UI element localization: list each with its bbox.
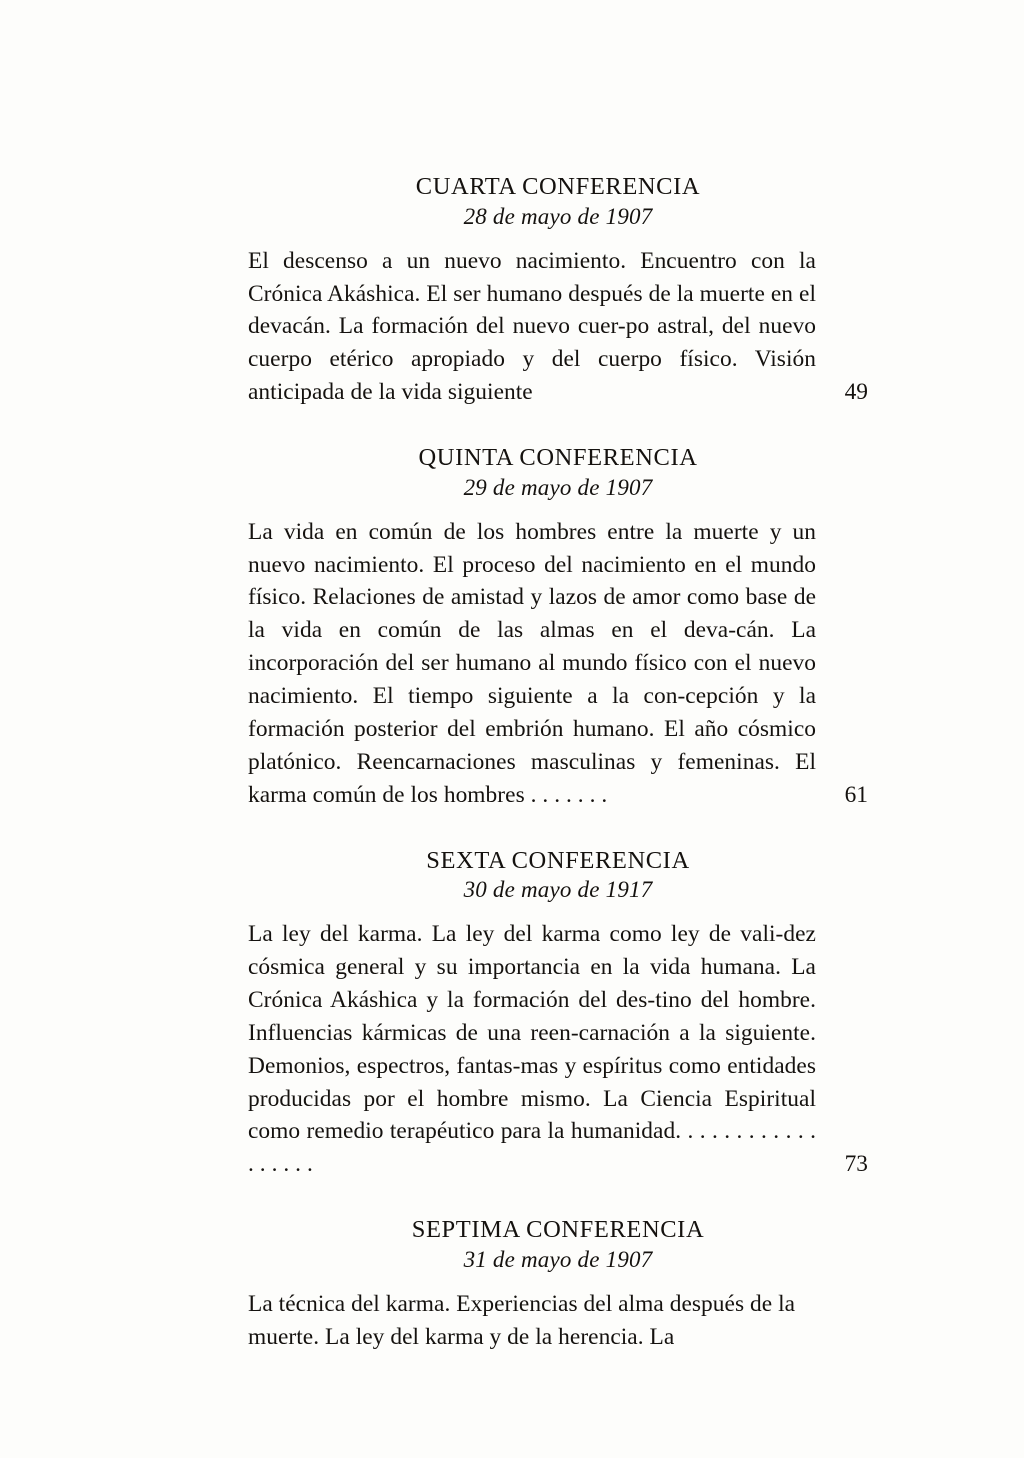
toc-entry-header bbox=[248, 846, 868, 906]
toc-entry-title: QUINTA CONFERENCIA bbox=[418, 444, 698, 471]
toc-entry-page-number: 49 bbox=[844, 379, 868, 406]
toc-entry bbox=[248, 443, 868, 812]
toc-entry-description: La ley del karma. La ley del karma como ley de vali-dez cósmica general y su importancia en la vida humana. La Crónica Akáshica y la formación del des-tino del hombre. Influencias kármicas de una reen-carnación a la siguiente. Demonios, espectros, fantas-mas y espíritus como entidades producidas por el hombre mismo. La Ciencia Espiritual como remedio terapéutico para la humanidad. . . . . . . . . . . . . . . . . . bbox=[248, 921, 816, 1178]
toc-entry-body bbox=[248, 245, 868, 409]
toc-entry-date: 29 de mayo de 1907 bbox=[463, 474, 653, 500]
toc-entry-body bbox=[248, 516, 868, 812]
toc-entry-date: 28 de mayo de 1907 bbox=[463, 203, 653, 229]
toc-entry-description: La vida en común de los hombres entre la muerte y un nuevo nacimiento. El proceso del nacimiento en el mundo físico. Relaciones de amistad y lazos de amor como base de la vida en común de las almas en el deva-cán. La incorporación del ser humano al mundo físico con el nuevo nacimiento. El tiempo siguiente a la con-cepción y la formación posterior del embrión humano. El año cósmico platónico. Reencarnaciones masculinas y femeninas. El karma común de los hombres . . . . . . . bbox=[248, 518, 816, 808]
toc-entry-title: SEXTA CONFERENCIA bbox=[426, 846, 690, 874]
toc-entry-page-number: 61 bbox=[844, 781, 868, 808]
toc-entry-body bbox=[248, 1288, 868, 1354]
toc-content bbox=[248, 172, 868, 1388]
toc-entry-header bbox=[248, 443, 868, 503]
toc-entry-body bbox=[248, 918, 868, 1181]
toc-entry-page-number: 73 bbox=[844, 1151, 868, 1178]
toc-entry bbox=[248, 172, 868, 409]
toc-entry-date: 30 de mayo de 1917 bbox=[463, 877, 653, 903]
toc-entry-header bbox=[248, 172, 868, 232]
toc-entry-title: CUARTA CONFERENCIA bbox=[415, 173, 701, 200]
toc-entry-description: El descenso a un nuevo nacimiento. Encuentro con la Crónica Akáshica. El ser humano después de la muerte en el devacán. La formación del nuevo cuer-po astral, del nuevo cuerpo etérico apropiado y del cuerpo físico. Visión anticipada de la vida siguiente bbox=[248, 247, 816, 406]
toc-entry bbox=[248, 1215, 868, 1353]
toc-entry-header bbox=[248, 1215, 868, 1275]
toc-entry bbox=[248, 846, 868, 1182]
toc-entry-date: 31 de mayo de 1907 bbox=[463, 1247, 653, 1272]
toc-entry-description: La técnica del karma. Experiencias del alma después de la muerte. La ley del karma y de la herencia. La bbox=[248, 1290, 796, 1350]
toc-entry-title: SEPTIMA CONFERENCIA bbox=[411, 1216, 705, 1244]
